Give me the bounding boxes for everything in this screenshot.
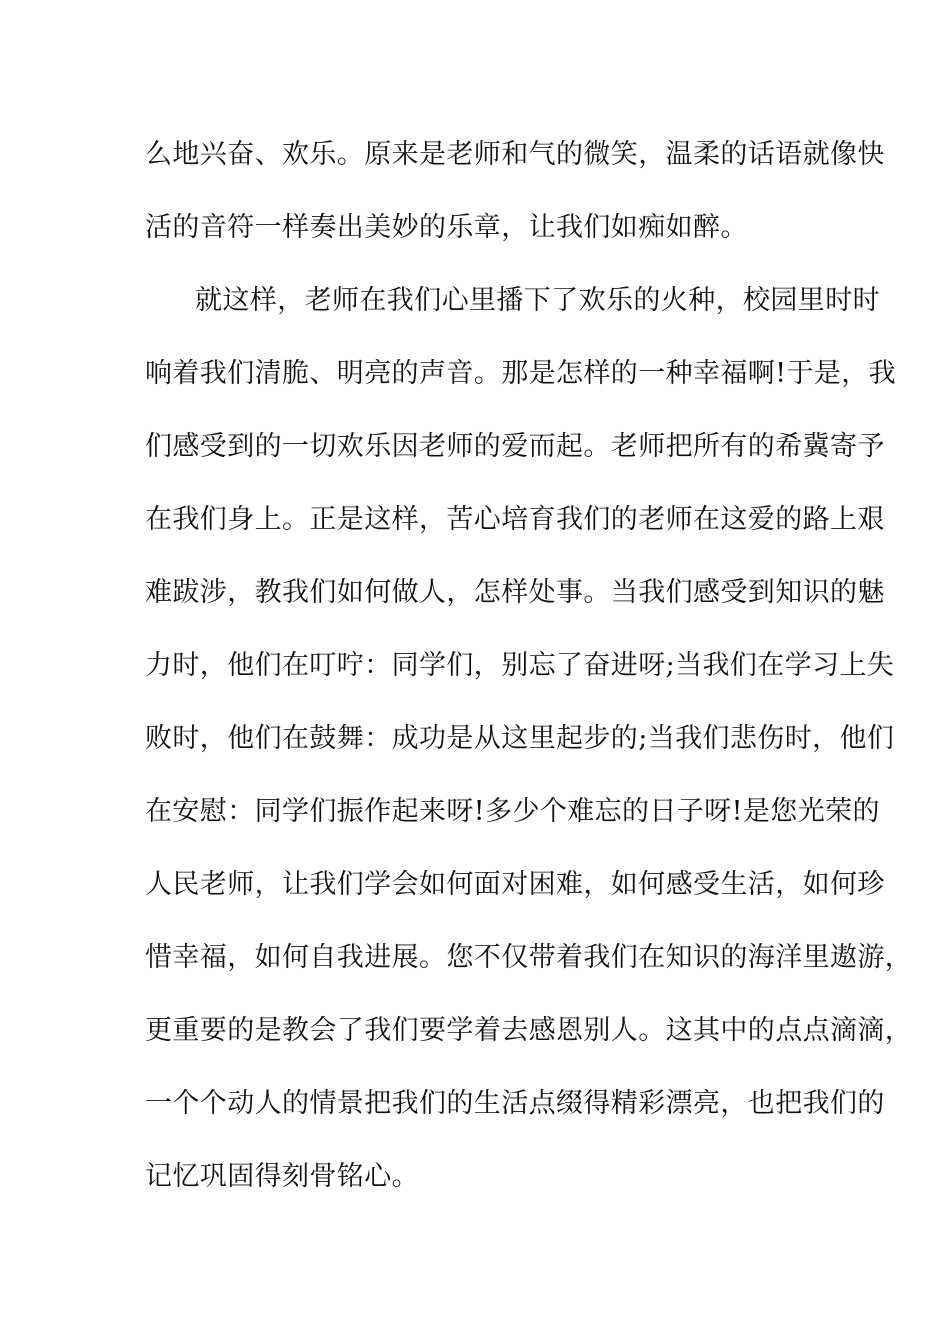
text-line: 人民老师，让我们学会如何面对困难，如何感受生活，如何珍 (145, 869, 885, 900)
text-line: 活的音符一样奏出美妙的乐章，让我们如痴如醉。 (145, 212, 748, 243)
paragraph-first-line: 就这样，老师在我们心里播下了欢乐的火种，校园里时时 (195, 285, 880, 316)
text-line: 记忆巩固得刻骨铭心。 (145, 1161, 419, 1192)
text-line: 在安慰：同学们振作起来呀!多少个难忘的日子呀!是您光荣的 (145, 796, 880, 827)
text-line: 响着我们清脆、明亮的声音。那是怎样的一种幸福啊!于是，我 (145, 358, 897, 389)
text-line: 么地兴奋、欢乐。原来是老师和气的微笑，温柔的话语就像快 (145, 139, 885, 170)
text-line: 败时，他们在鼓舞：成功是从这里起步的;当我们悲伤时，他们 (145, 723, 895, 754)
text-line: 惜幸福，如何自我进展。您不仅带着我们在知识的海洋里遨游， (145, 942, 913, 973)
text-line: 们感受到的一切欢乐因老师的爱而起。老师把所有的希冀寄予 (145, 431, 885, 462)
text-line: 更重要的是教会了我们要学着去感恩别人。这其中的点点滴滴， (145, 1015, 913, 1046)
body-text (145, 118, 913, 1213)
text-line: 在我们身上。正是这样，苦心培育我们的老师在这爱的路上艰 (145, 504, 885, 535)
text-line: 难跋涉，教我们如何做人，怎样处事。当我们感受到知识的魅 (145, 577, 885, 608)
text-line: 力时，他们在叮咛：同学们，别忘了奋进呀;当我们在学习上失 (145, 650, 895, 681)
text-line: 一个个动人的情景把我们的生活点缀得精彩漂亮，也把我们的 (145, 1088, 885, 1119)
